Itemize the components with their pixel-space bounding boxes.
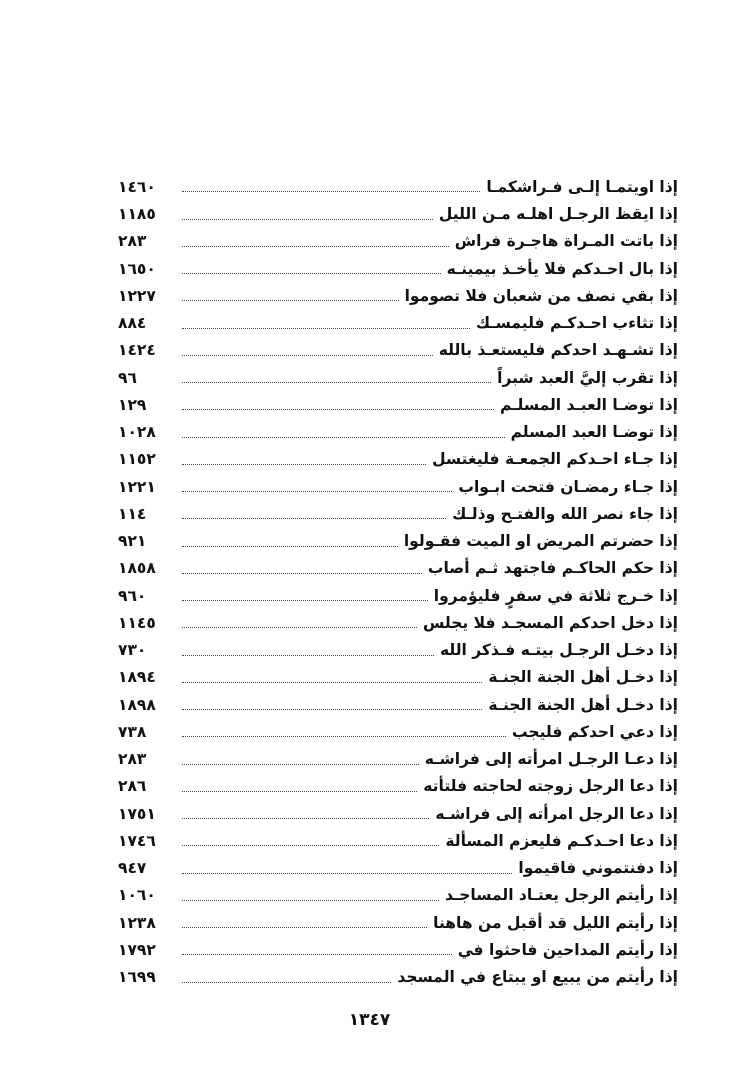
entry-page-number: ١٠٢٨ — [118, 423, 156, 441]
dot-leader — [182, 982, 391, 983]
dot-leader — [182, 573, 422, 574]
entry-text: إذا توضـا العبـد المسلـم — [500, 395, 678, 414]
index-entry — [118, 826, 678, 853]
dot-leader — [182, 246, 449, 247]
index-entry — [118, 935, 678, 962]
index-entry — [118, 881, 678, 908]
entry-page-number: ١١٨٥ — [118, 205, 156, 223]
index-entry — [118, 390, 678, 417]
entry-text: إذا خـرج ثلاثة في سفرٍ فليؤمروا — [433, 586, 678, 605]
index-entry — [118, 635, 678, 662]
index-entry — [118, 526, 678, 553]
index-entry — [118, 608, 678, 635]
index-entry — [118, 308, 678, 335]
entry-page-number: ١٨٥٨ — [118, 559, 156, 578]
dot-leader — [182, 437, 505, 438]
index-entry — [118, 663, 678, 690]
dot-leader — [182, 219, 433, 220]
index-entry — [118, 717, 678, 744]
entry-page-number: ١٢٣٨ — [118, 913, 156, 932]
dot-leader — [182, 927, 427, 928]
index-entry — [118, 472, 678, 499]
index-entry — [118, 962, 678, 989]
entry-text: إذا دخـل أهل الجنة الجنـة — [488, 668, 678, 687]
entry-page-number: ١٢٢١ — [118, 477, 156, 496]
index-entry — [118, 417, 678, 444]
entry-text: إذا تقرب إليَّ العبد شبراً — [497, 368, 678, 387]
index-entry — [118, 281, 678, 308]
entry-text: إذا بال احـدكم فلا يأخـذ بيمينـه — [446, 259, 678, 278]
dot-leader — [182, 709, 482, 710]
dot-leader — [182, 655, 434, 656]
entry-text: إذا اويتمـا إلـى فـراشكمـا — [486, 177, 678, 196]
entry-page-number: ٨٨٤ — [118, 314, 147, 332]
index-entry — [118, 172, 678, 199]
entry-page-number: ١١٤ — [118, 504, 147, 523]
dot-leader — [182, 191, 480, 192]
index-entry — [118, 690, 678, 717]
dot-leader — [182, 791, 417, 792]
entry-text: إذا حكم الحاكـم فاجتهد ثـم أصاب — [427, 559, 678, 578]
dot-leader — [182, 682, 482, 683]
entry-text: إذا رأيتم الرجل يعتـاد المساجـد — [445, 886, 678, 905]
entry-text: إذا جـاء رمضـان فتحت ابـواب — [458, 477, 678, 496]
entry-page-number: ١٢٢٧ — [118, 286, 156, 305]
index-list — [118, 172, 678, 990]
dot-leader — [182, 355, 433, 356]
dot-leader — [182, 546, 398, 547]
entry-page-number: ٧٣٨ — [118, 722, 147, 741]
dot-leader — [182, 600, 428, 601]
entry-page-number: ١٢٩ — [118, 395, 147, 414]
dot-leader — [182, 845, 439, 846]
index-entry — [118, 499, 678, 526]
entry-page-number: ١٠٦٠ — [118, 886, 156, 905]
entry-text: إذا ايقظ الرجـل اهلـه مـن الليل — [438, 205, 678, 223]
dot-leader — [182, 491, 452, 492]
entry-text: إذا رأيتم من يبيع او يبتاع في المسجد — [397, 968, 678, 986]
entry-text: إذا تشـهـد احدكم فليستعـذ بالله — [438, 341, 678, 360]
entry-page-number: ١٤٦٠ — [118, 177, 156, 196]
index-entry — [118, 445, 678, 472]
index-entry — [118, 199, 678, 226]
entry-text: إذا رأيتم المداحين فاحثوا في — [457, 940, 678, 959]
entry-text: إذا دخل احدكم المسجـد فلا يجلس — [423, 613, 678, 632]
entry-text: إذا دعـا الرجـل امرأته إلى فراشـه — [424, 750, 678, 768]
entry-text: إذا تثاءب احـدكـم فليمسـك — [475, 314, 678, 332]
entry-text: إذا توضـا العبد المسلم — [510, 423, 678, 441]
index-entry — [118, 254, 678, 281]
index-entry — [118, 853, 678, 880]
entry-text: إذا دعا الرجل امرأته إلى فراشـه — [435, 804, 678, 823]
dot-leader — [182, 873, 512, 874]
index-entry — [118, 363, 678, 390]
dot-leader — [182, 764, 419, 765]
entry-page-number: ١٤٢٤ — [118, 341, 156, 360]
entry-text: إذا حضرتم المريض او الميت فقـولوا — [403, 532, 678, 550]
dot-leader — [182, 300, 399, 301]
entry-text: إذا دعا الرجل زوجته لحاجته فلتأته — [423, 777, 678, 796]
entry-text: إذا دفنتموني فاقيموا — [518, 859, 678, 877]
entry-text: إذا دخـل أهل الجنة الجنـة — [488, 695, 678, 714]
dot-leader — [182, 464, 426, 465]
entry-page-number: ٧٣٠ — [118, 641, 147, 659]
entry-page-number: ٩٢١ — [118, 532, 147, 550]
entry-text: إذا دخـل الرجـل بيتـه فـذكر الله — [440, 641, 678, 659]
index-entry — [118, 799, 678, 826]
entry-text: إذا بقي نصف من شعبان فلا تصوموا — [404, 286, 678, 305]
index-entry — [118, 744, 678, 771]
entry-text: إذا جـاء احـدكم الجمعـة فليغتسل — [432, 450, 678, 469]
entry-page-number: ٩٤٧ — [118, 859, 147, 877]
entry-page-number: ١٧٩٢ — [118, 940, 156, 959]
entry-text: إذا جاء نصر الله والفتـح وذلـك — [452, 504, 678, 523]
entry-page-number: ٢٨٣ — [118, 232, 147, 251]
dot-leader — [182, 900, 439, 901]
dot-leader — [182, 382, 491, 383]
dot-leader — [182, 409, 494, 410]
entry-text: إذا دعي احدكم فليجب — [512, 722, 678, 741]
dot-leader — [182, 328, 470, 329]
index-entry — [118, 581, 678, 608]
index-entry — [118, 772, 678, 799]
entry-page-number: ١٧٤٦ — [118, 831, 156, 850]
dot-leader — [182, 818, 429, 819]
entry-text: إذا رأيتم الليل قد أقبل من هاهنا — [433, 913, 678, 932]
entry-text: إذا دعا احـدكـم فليعزم المسألة — [445, 831, 678, 850]
index-entry — [118, 908, 678, 935]
dot-leader — [182, 273, 441, 274]
index-entry — [118, 336, 678, 363]
entry-page-number: ١٧٥١ — [118, 804, 156, 823]
entry-page-number: ١١٥٢ — [118, 450, 156, 469]
dot-leader — [182, 627, 417, 628]
entry-page-number: ١٦٩٩ — [118, 968, 156, 986]
dot-leader — [182, 736, 506, 737]
entry-page-number: ١٨٩٤ — [118, 668, 156, 687]
entry-page-number: ١٨٩٨ — [118, 695, 156, 714]
entry-page-number: ١١٤٥ — [118, 613, 156, 632]
page-number: ١٣٤٧ — [348, 1010, 391, 1030]
index-entry — [118, 554, 678, 581]
entry-page-number: ٩٦ — [118, 368, 137, 387]
entry-page-number: ٩٦٠ — [118, 586, 147, 605]
entry-page-number: ٢٨٦ — [118, 777, 147, 796]
dot-leader — [182, 954, 452, 955]
entry-page-number: ٢٨٣ — [118, 750, 147, 768]
entry-page-number: ١٦٥٠ — [118, 259, 156, 278]
dot-leader — [182, 518, 446, 519]
index-entry — [118, 227, 678, 254]
entry-text: إذا باتت المـراة هاجـرة فراش — [454, 232, 678, 251]
